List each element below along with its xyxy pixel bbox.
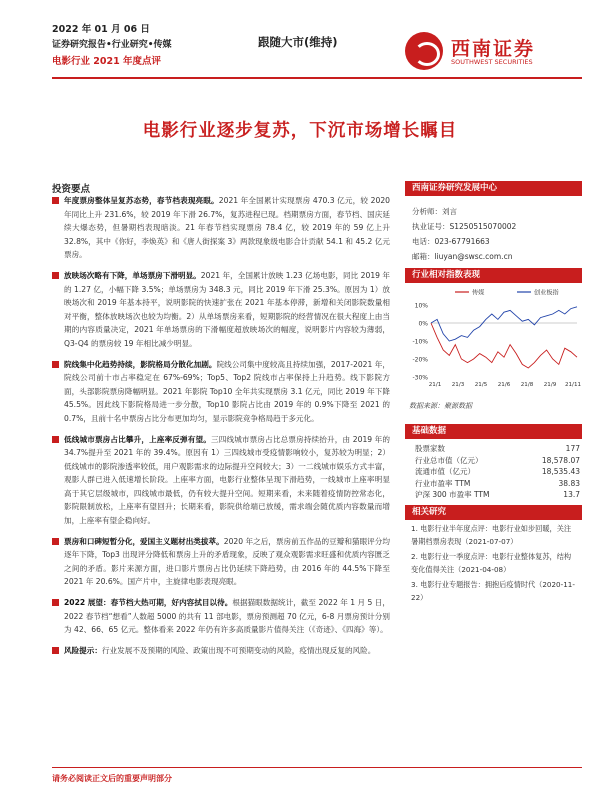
related-item[interactable]: 2. 电影行业一季度点评：电影行业整体复苏，结构变化值得关注（2021-04-08） bbox=[411, 552, 572, 574]
chart-source: 数据来源：聚源数据 bbox=[409, 402, 472, 410]
stats-value: 13.7 bbox=[563, 490, 580, 499]
paragraph-text: 2021 年全国累计实现票房 470.3 亿元，较 2020 年同比上升 231.6%，较 2019 年下滑 26.7%，复苏进程已现。档期票房方面，春节档、国庆延续大爆态势，但暑期档表现暗淡。21 年春节档实现票房 78.4 亿，较 2019 年的 59 亿上升 32.8%，其中《你好，李焕英》和《唐人街探案 3》两款现象级电影合计贡献 54.1 和 45.2 亿元票房。 bbox=[64, 196, 391, 260]
paragraph-lead: 院线集中化趋势持续，影院格局分散化加剧。 bbox=[64, 359, 217, 369]
analyst-phone: 电话：023-67791663 bbox=[412, 237, 490, 246]
stats-row bbox=[405, 489, 582, 501]
paragraph-lead: 风险提示： bbox=[64, 645, 102, 655]
relative-index-chart bbox=[405, 283, 582, 399]
analyst-email[interactable]: 邮箱：liuyan@swsc.com.cn bbox=[412, 252, 513, 261]
stats-table bbox=[405, 443, 582, 501]
x-tick-label: 21/9 bbox=[543, 382, 557, 388]
y-tick-label: -30% bbox=[412, 374, 428, 382]
x-tick-label: 21/6 bbox=[497, 382, 511, 388]
x-tick-label: 21/3 bbox=[451, 382, 465, 388]
stats-label: 股票家数 bbox=[415, 444, 445, 453]
bullet-square-icon bbox=[52, 272, 59, 279]
related-item[interactable]: 3. 电影行业专题报告：拥抱后疫情时代（2020-11-22） bbox=[411, 580, 575, 602]
summary-heading: 投资要点 bbox=[52, 184, 91, 195]
company-logo bbox=[405, 30, 580, 72]
summary-paragraph bbox=[52, 644, 390, 658]
stats-label: 行业市盈率 TTM bbox=[415, 478, 471, 488]
stats-value: 38.83 bbox=[558, 478, 580, 488]
stats-label: 流通市值（亿元） bbox=[415, 467, 475, 476]
analyst-license: 执业证号：S1250515070002 bbox=[412, 222, 517, 231]
paragraph-lead: 票房和口碑短暂分化，爱国主义题材出类拔萃。 bbox=[64, 536, 224, 546]
paragraph-lead: 低线城市票房占比攀升，上座率反弹有望。 bbox=[64, 434, 211, 444]
bullet-square-icon bbox=[52, 197, 59, 204]
performance-panel bbox=[405, 268, 582, 411]
summary-paragraph bbox=[52, 433, 390, 528]
footer-divider bbox=[52, 767, 582, 768]
stats-value: 18,578.07 bbox=[541, 455, 580, 465]
y-tick-label: 0% bbox=[418, 320, 428, 328]
bullet-square-icon bbox=[52, 436, 59, 443]
y-tick-label: -20% bbox=[412, 356, 428, 364]
analyst-name: 分析师：刘言 bbox=[412, 207, 457, 216]
report-date: 2022 年 01 月 06 日 bbox=[52, 24, 150, 35]
stats-row bbox=[405, 443, 582, 455]
y-tick-label: 10% bbox=[414, 302, 428, 310]
y-tick-label: -10% bbox=[412, 338, 428, 346]
investment-summary bbox=[52, 194, 390, 664]
logo-name-en: SOUTHWEST SECURITIES bbox=[451, 58, 533, 66]
paragraph-lead: 放映场次略有下降，单场票房下滑明显。 bbox=[64, 270, 201, 280]
paragraph-text: 2021 年，全国累计放映 1.23 亿场电影，同比 2019 年的 1.27 亿，小幅下降 3.5%；单场票房为 348.3 元，同比 2019 年下滑 25.3%。原因为 1）放映场次和 2019 年基本持平，说明影院的快速扩张在 2021 年基本停滞，新增和关闭影院数量相对平衡，整体放映场次也较为均衡。2）从单场票房来看，短期影院的经营情况在很大程度上由当期的内容质量决定，2021 年单场票房的下滑幅度超放映场次的幅度，说明影片内容较为薄弱，Q3-Q4 的票房较 19 年相比减少明显。 bbox=[64, 270, 390, 348]
stats-row bbox=[405, 466, 582, 478]
performance-heading: 行业相对指数表现 bbox=[405, 268, 582, 283]
legend-label: 传媒 bbox=[472, 289, 485, 297]
bullet-square-icon bbox=[52, 361, 59, 368]
stats-row bbox=[405, 478, 582, 490]
stats-label: 行业总市值（亿元） bbox=[415, 455, 483, 465]
summary-paragraph bbox=[52, 269, 390, 351]
legend-label: 创业板指 bbox=[534, 289, 559, 297]
x-tick-label: 21/11 bbox=[564, 382, 582, 388]
report-type: 证券研究报告•行业研究•传媒 bbox=[52, 40, 172, 50]
related-item[interactable]: 1. 电影行业半年度点评：电影行业如步回暖，关注暑期档票房表现（2021-07-07） bbox=[411, 524, 572, 546]
series-line-0 bbox=[431, 323, 577, 368]
x-tick-label: 21/8 bbox=[520, 382, 534, 388]
report-sector: 电影行业 2021 年度点评 bbox=[52, 56, 162, 67]
summary-paragraph bbox=[52, 194, 390, 262]
paragraph-text: 三四线城市票房占比总票房持续抬升，由 2019 年的 34.7%提升至 2021 年的 39.4%。原因有 1）三四线城市受疫情影响较小，复苏较为明显；2）低线城市的影院渗透率较低，用户观影需求的边际提升空间较大；3）一二线城市娱乐方式丰富，观影人群已进入低速增长阶段。上座率方面，电影行业整体呈现下滑趋势，一线城市上座率明显高于其它层级城市，四线城市最低，仍有较大提升空间。短期来看，未来随着疫情防控常态化，影院限制放松，上座率有望回升；长期来看，影院供给端已放缓，需求端会随优质内容数量而增加，上座率有望企稳向好。 bbox=[64, 434, 390, 526]
rating-label: 跟随大市(维持) bbox=[258, 35, 338, 49]
paragraph-text: 2020 年之后，票房前五作品的豆瓣和猫眼评分均逐年下降，Top3 出现评分降低和票房上升的矛盾现象，反映了观众观影需求旺盛和优质内容匮乏之间的矛盾。影片来源方面，进口影片票房占比仍延续下降趋势，由 2016 年的 44.5%下降至 2021 年 20.6%。国产片中，主旋律电影表现亮眼。 bbox=[64, 536, 390, 587]
paragraph-text: 根据猫眼数据统计，截至 2022 年 1 月 5 日，2022 春节档“想看”人数超 5000 的共有 11 部电影，票房预测超 70 亿元，6-8 月票房预计分别为 42、66、65 亿元。整体看来 2022 年仍有许多高质量影片值得关注（《奇迹》、《四海》等）。 bbox=[64, 598, 390, 635]
footer-disclaimer: 请务必阅读正文后的重要声明部分 bbox=[52, 774, 172, 783]
stats-value: 18,535.43 bbox=[541, 467, 580, 476]
summary-paragraph bbox=[52, 358, 390, 426]
stats-value: 177 bbox=[565, 444, 580, 453]
x-tick-label: 21/1 bbox=[428, 382, 442, 388]
stats-label: 沪深 300 市盈率 TTM bbox=[415, 490, 490, 499]
related-research-panel bbox=[405, 505, 582, 604]
x-tick-label: 21/5 bbox=[474, 382, 488, 388]
paragraph-text: 行业发展不及预期的风险、政策出现不可预期变动的风险，疫情出现反复的风险。 bbox=[101, 645, 376, 655]
stats-heading: 基础数据 bbox=[405, 424, 582, 439]
paragraph-lead: 2022 展望：春节档大热可期，好内容拭目以待。 bbox=[64, 598, 233, 608]
related-heading: 相关研究 bbox=[405, 505, 582, 520]
series-line-1 bbox=[431, 307, 577, 341]
stats-row bbox=[405, 455, 582, 467]
bullet-square-icon bbox=[52, 647, 59, 654]
logo-emblem-icon bbox=[405, 32, 443, 70]
summary-paragraph bbox=[52, 596, 390, 637]
paragraph-text: 院线公司集中度较高且持续加强，2017-2021 年，院线公司前十市占率稳定在 67%-69%；Top5、Top2 院线市占率保持上升趋势。线下影院方面，头部影院票房降幅明显。2021 年影院 Top10 全年共实现票房 3.1 亿元，同比 2019 年下降 45.5%。因此线下影院格局进一步分散，Top10 影院占比由 2019 年的 0.9%下降至 2021 的 0.7%，且前十名中票房占比分布更加均匀，显示影院竞争格局趋于多元化。 bbox=[64, 359, 390, 423]
page-title: 电影行业逐步复苏，下沉市场增长瞩目 bbox=[142, 121, 458, 141]
bullet-square-icon bbox=[52, 538, 59, 545]
basic-data-panel bbox=[405, 424, 582, 501]
summary-paragraph bbox=[52, 535, 390, 589]
paragraph-lead: 年度票房整体呈复苏态势，春节档表现亮眼。 bbox=[64, 196, 219, 205]
logo-name-cn: 西南证券 bbox=[451, 38, 536, 60]
bullet-square-icon bbox=[52, 599, 59, 606]
analyst-heading: 西南证券研究发展中心 bbox=[405, 181, 582, 196]
analyst-panel bbox=[405, 181, 582, 264]
header-divider bbox=[52, 77, 582, 79]
